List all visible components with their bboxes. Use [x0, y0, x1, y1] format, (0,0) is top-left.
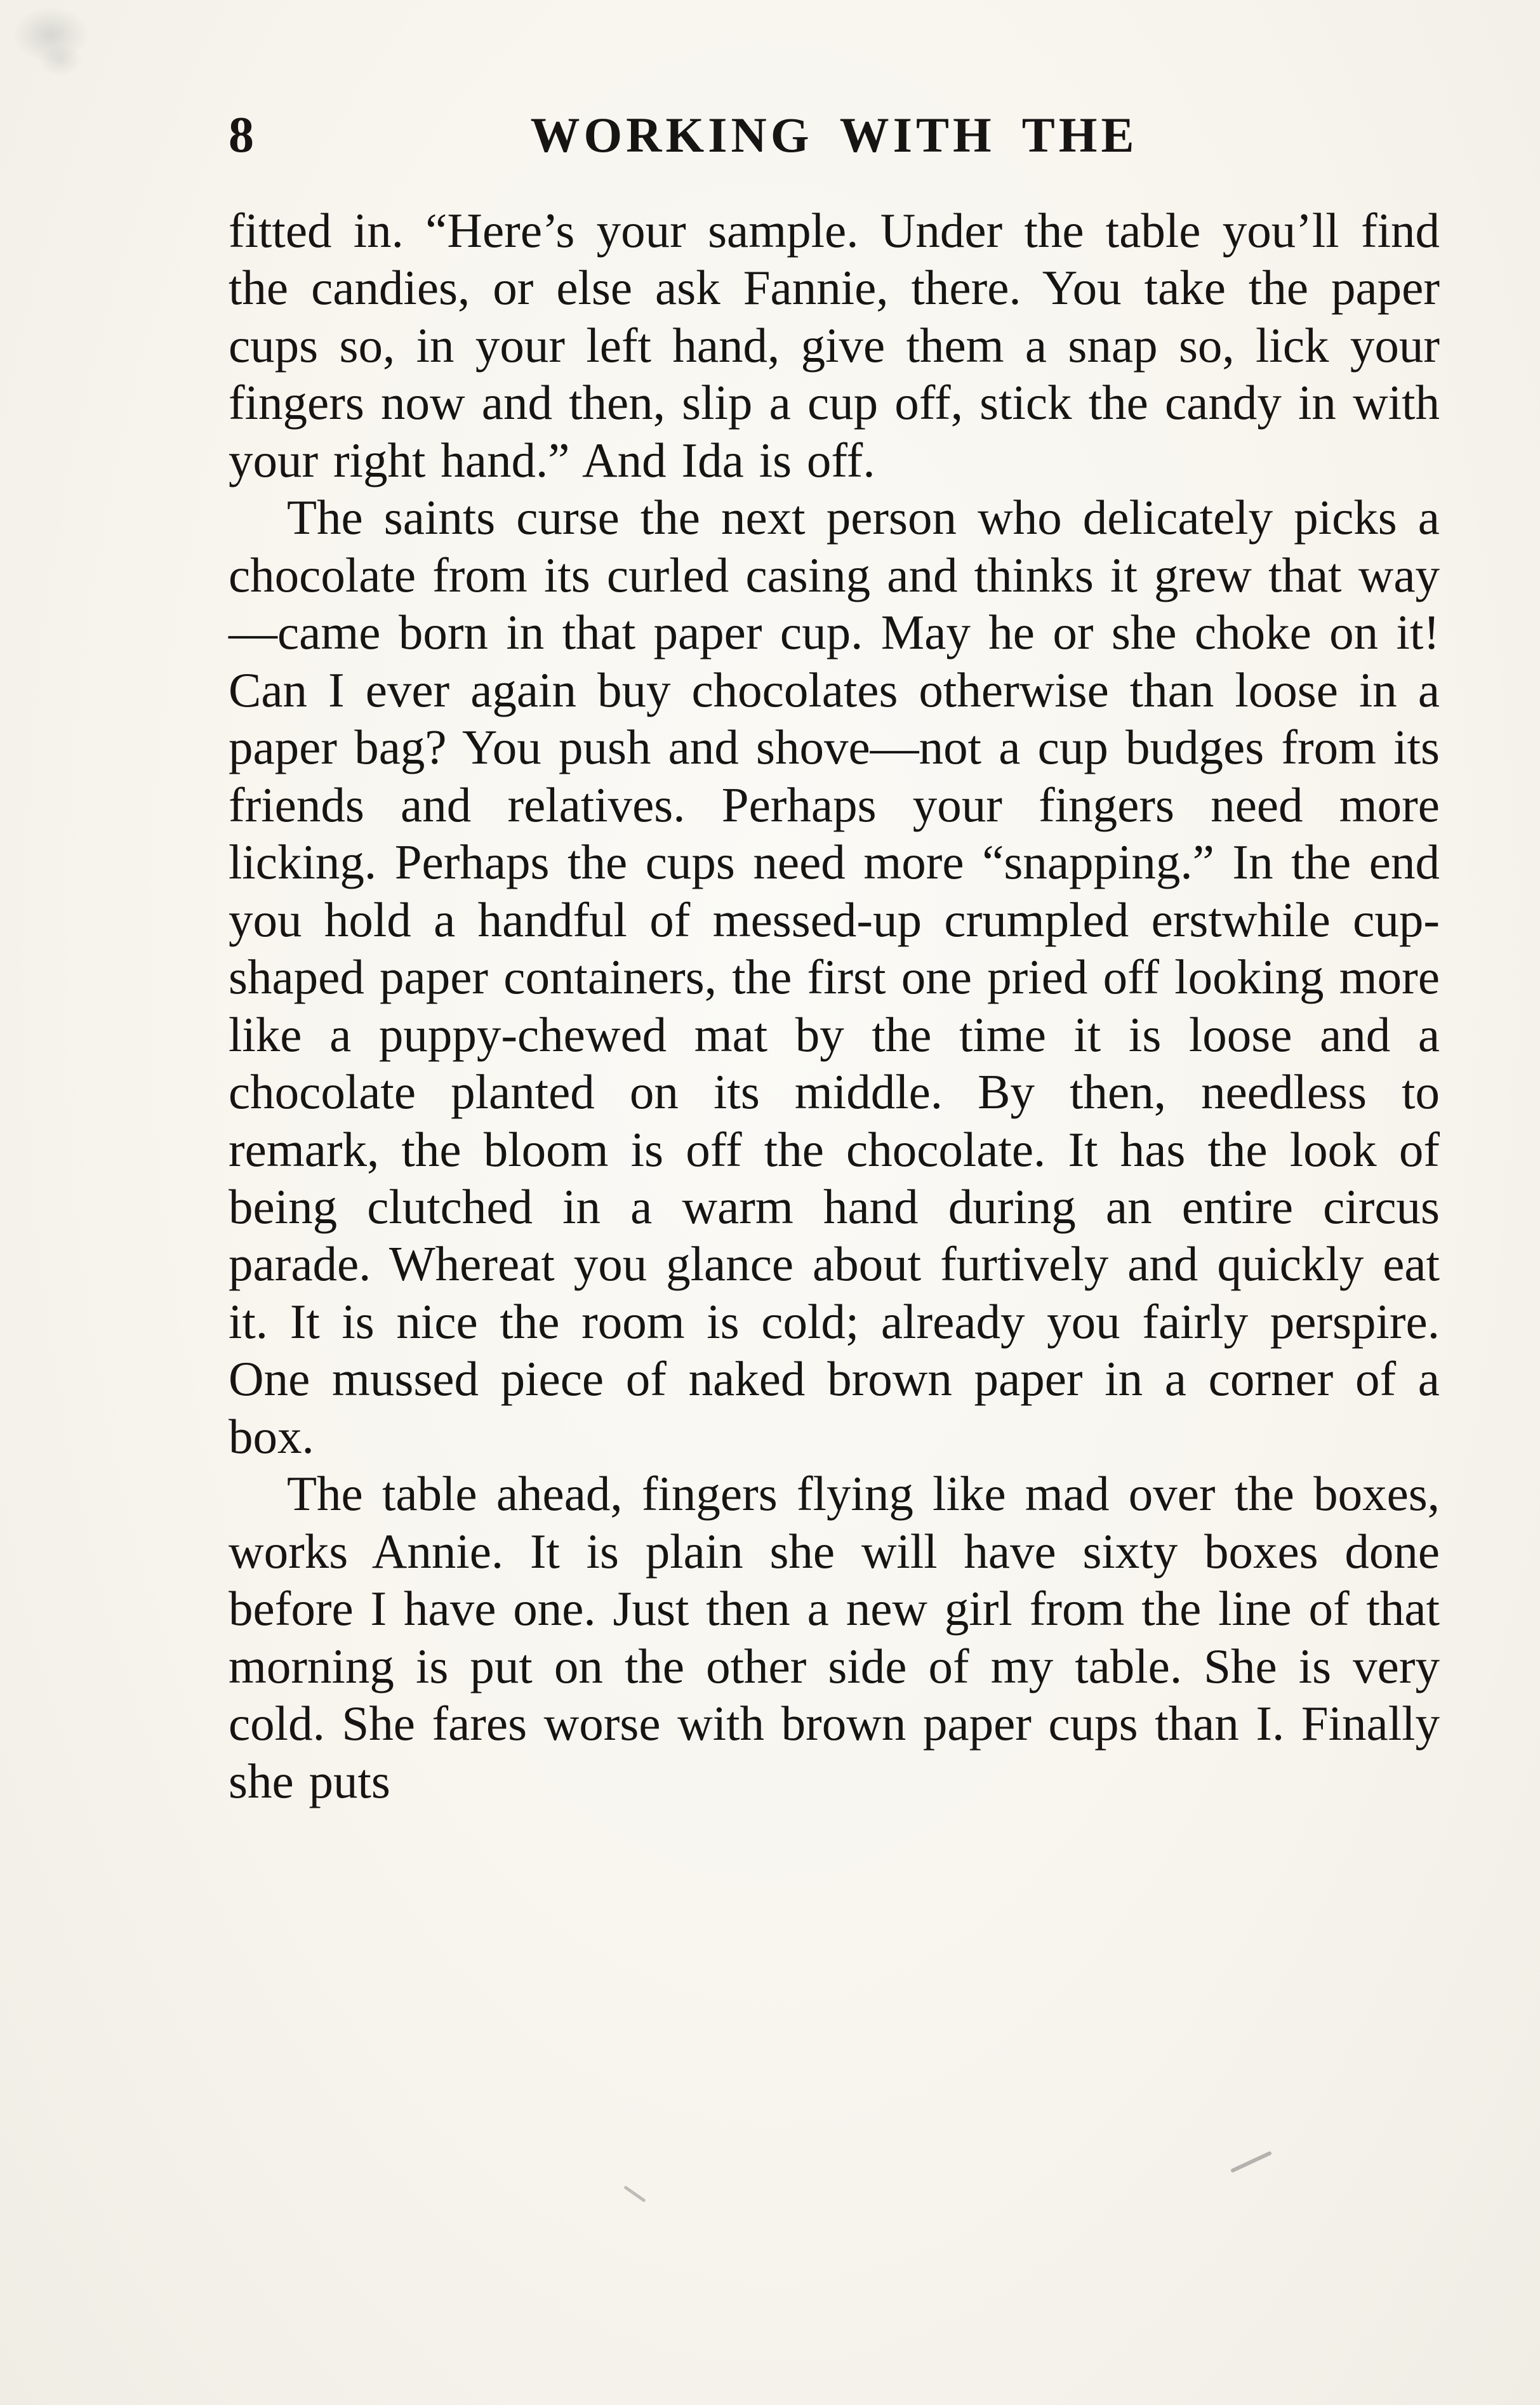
page-number: 8 [229, 107, 255, 163]
body-text-block [229, 202, 1440, 1810]
pencil-mark [623, 2185, 646, 2203]
body-paragraph: The table ahead, fingers flying like mad over the boxes, works Annie. It is plain she will have sixty boxes done before I have one. Just then a new girl from the line of that morning is put on the other side of my table. She is very cold. She fares worse with brown paper cups than I. Finally she puts [229, 1466, 1440, 1808]
pencil-mark [1230, 2150, 1272, 2173]
running-header [229, 107, 1440, 170]
running-header-title: WORKING WITH THE [530, 107, 1138, 162]
scan-smudge [38, 44, 83, 76]
scan-smudge [13, 6, 89, 63]
body-paragraph: The saints curse the next person who delicately picks a chocolate from its curled casing and thinks it grew that way—came born in that paper cup. May he or she choke on it! Can I ever again buy chocolates otherwise than loose in a paper bag? You push and shove—not a cup budges from its friends and relatives. Perhaps your fingers need more licking. Perhaps the cups need more “snapping.” In the end you hold a handful of messed-up crumpled erstwhile cup-shaped paper containers, the first one pried off looking more like a puppy-chewed mat by the time it is loose and a chocolate planted on its middle. By then, needless to remark, the bloom is off the chocolate. It has the look of being clutched in a warm hand during an entire circus parade. Whereat you glance about furtively and quickly eat it. It is nice the room is cold; already you fairly perspire. One mussed piece of naked brown paper in a corner of a box. [229, 490, 1440, 1464]
body-paragraph: fitted in. “Here’s your sample. Under the table you’ll find the candies, or else ask Fannie, there. You take the paper cups so, in your left hand, give them a snap so, lick your fingers now and then, slip a cup off, stick the candy in with your right hand.” And Ida is off. [229, 203, 1440, 487]
